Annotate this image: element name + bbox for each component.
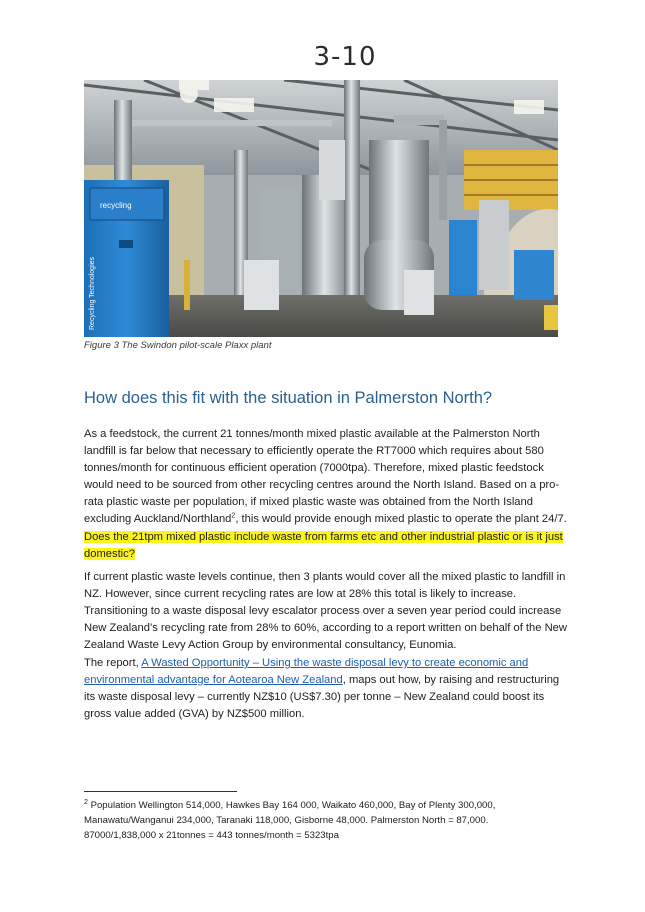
paragraph-feedstock	[84, 426, 568, 563]
paragraph-report-suffix: , maps out how, by raising and restructuring its waste disposal levy – currently NZ$10 (US$7.30) per tonne – New Zealand could boost its gross value added (GVA) by NZ$500 million.	[84, 674, 560, 721]
paragraph-recycling-rate: If current plastic waste levels continue, then 3 plants would cover all the mixed plastic to landfill in NZ. However, since current recycling rates are low at 28% this total is likely to increase. Transitioning to a waste disposal levy escalator process over a seven year period could increase New Zealand’s recycling rate from 28% to 60%, according to a report written on behalf of the New Zealand Waste Levy Action Group by environmental consultancy, Eunomia.	[84, 571, 567, 652]
footnote-text: Population Wellington 514,000, Hawkes Bay 164 000, Waikato 460,000, Bay of Plenty 300,000, Manawatu/Wanganui 234,000, Taranaki 118,000, Gisborne 48,000. Palmerston North = 87,000. 87000/1,838,000 x 21tonnes = 443 tonnes/month = 5323tpa	[84, 800, 496, 841]
report-link[interactable]: A Wasted Opportunity – Using the waste disposal levy to create economic and environmental advantage for Aotearoa New Zealand	[84, 657, 529, 687]
footnote-divider	[84, 791, 237, 792]
footnote	[84, 798, 554, 843]
photo-watermark: Recycling Technologies	[89, 256, 96, 330]
svg-text:recycling: recycling	[100, 201, 132, 210]
paragraph-feedstock-text: As a feedstock, the current 21 tonnes/month mixed plastic available at the Palmerston North landfill is far below that necessary to efficiently operate the RT7000 which requires about 580 tonnes/month for continuous efficient operation (7000tpa). Therefore, mixed plastic feedstock would need to be sourced from other recycling centres around the North Island. Based on a pro-rata plastic waste per population, if mixed plastic waste was obtained from the North Island excluding Auckland/Northland	[84, 428, 560, 526]
plant-photo	[84, 80, 558, 337]
section-heading: How does this fit with the situation in Palmerston North?	[84, 389, 493, 407]
figure-caption: Figure 3 The Swindon pilot-scale Plaxx plant	[84, 340, 272, 351]
footnote-marker: 2	[84, 798, 88, 806]
paragraph-report-prefix: The report,	[84, 657, 142, 669]
highlighted-question: Does the 21tpm mixed plastic include waste from farms etc and other industrial plastic or is it just domestic?	[84, 530, 563, 560]
paragraph-report	[84, 655, 568, 723]
footnote-ref[interactable]: 2	[231, 512, 236, 520]
paragraph-feedstock-text-after: , this would provide enough mixed plastic to operate the plant 24/7.	[235, 513, 567, 526]
handwritten-page-number: 3-10	[313, 42, 377, 72]
